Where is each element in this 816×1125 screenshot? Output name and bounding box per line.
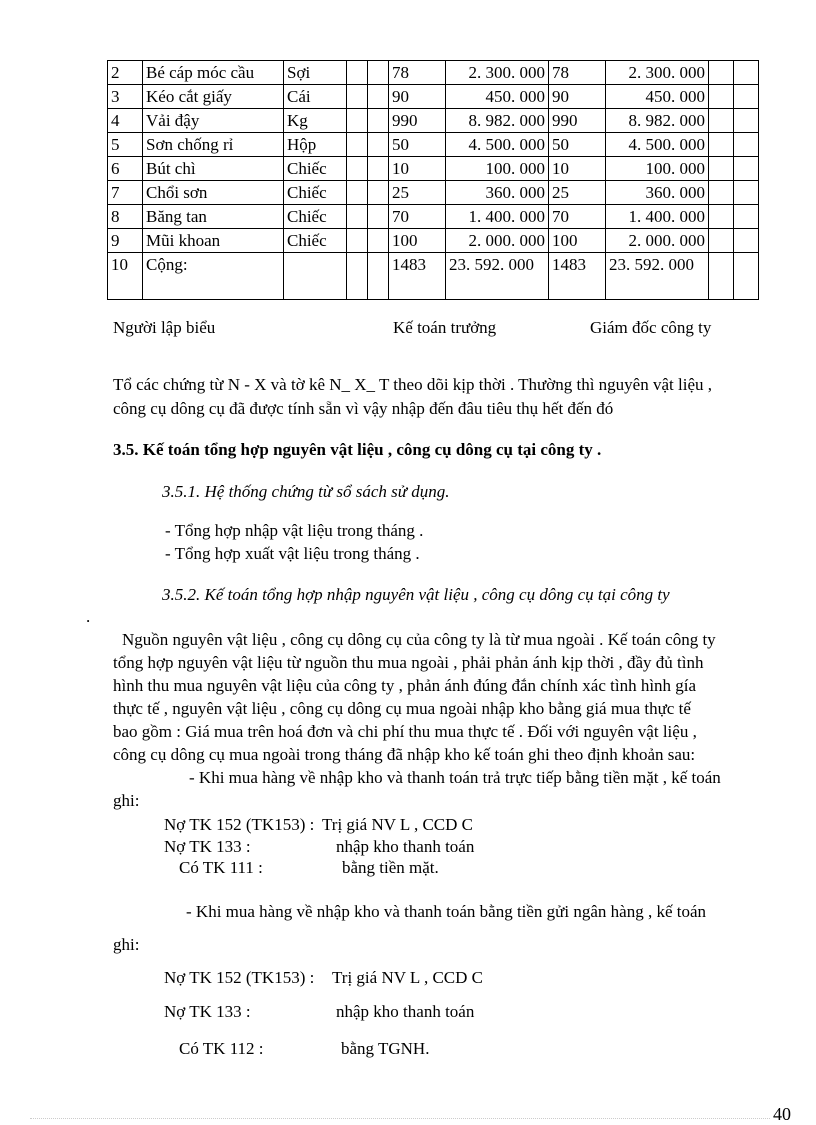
cell-unit: Chiếc bbox=[284, 205, 347, 229]
cell-name: Băng tan bbox=[143, 205, 284, 229]
cell-name: Sơn chống rỉ bbox=[143, 133, 284, 157]
cell-qty2: 78 bbox=[549, 61, 606, 85]
cell-name: Bút chì bbox=[143, 157, 284, 181]
cell-qty1: 70 bbox=[389, 205, 446, 229]
case-1-acct: Có TK 111 : bbox=[179, 858, 263, 877]
cell-unit: Chiếc bbox=[284, 157, 347, 181]
cell-amt1: 360. 000 bbox=[446, 181, 549, 205]
table-row bbox=[108, 229, 759, 253]
body-line: bao gồm : Giá mua trên hoá đơn và chi phí thu mua thực tế . Đối với nguyên vật liệu , bbox=[113, 722, 697, 741]
cell-empty bbox=[368, 157, 389, 181]
cell-amt2: 1. 400. 000 bbox=[606, 205, 709, 229]
case-2-acct: Có TK 112 : bbox=[179, 1039, 264, 1058]
cell-empty bbox=[709, 205, 734, 229]
stray-mark: . bbox=[86, 607, 91, 626]
case-1-acct: Nợ TK 133 : bbox=[164, 837, 251, 856]
cell-name: Bé cáp móc cầu bbox=[143, 61, 284, 85]
materials-table bbox=[107, 60, 759, 300]
cell-no: 3 bbox=[108, 85, 143, 109]
cell-empty bbox=[347, 61, 368, 85]
cell-empty bbox=[368, 133, 389, 157]
cell-qty2: 990 bbox=[549, 109, 606, 133]
list-item: - Tổng hợp xuất vật liệu trong tháng . bbox=[165, 544, 420, 563]
case-1-acct: Nợ TK 152 (TK153) : bbox=[164, 815, 315, 834]
cell-empty bbox=[734, 85, 759, 109]
cell-empty bbox=[709, 109, 734, 133]
cell-empty bbox=[709, 133, 734, 157]
body-line: hình thu mua nguyên vật liệu của công ty , phản ánh đúng đắn chính xác tình hình gía bbox=[113, 676, 697, 695]
case-2-desc: nhập kho thanh toán bbox=[336, 1002, 475, 1021]
case-2-intro: - Khi mua hàng về nhập kho và thanh toán bằng tiền gửi ngân hàng , kế toán bbox=[186, 902, 707, 921]
cell-no: 7 bbox=[108, 181, 143, 205]
cell-name: Vải đậy bbox=[143, 109, 284, 133]
case-1-desc: nhập kho thanh toán bbox=[336, 837, 475, 856]
cell-qty2: 100 bbox=[549, 229, 606, 253]
cell-unit: Sợi bbox=[284, 61, 347, 85]
signature-chief-accountant: Kế toán trưởng bbox=[393, 318, 497, 337]
cell-empty bbox=[347, 157, 368, 181]
cell-unit bbox=[284, 253, 347, 300]
case-2-acct: Nợ TK 133 : bbox=[164, 1002, 251, 1021]
cell-qty2: 1483 bbox=[549, 253, 606, 300]
cell-name: Cộng: bbox=[143, 253, 284, 300]
cell-amt2: 100. 000 bbox=[606, 157, 709, 181]
cell-amt2: 4. 500. 000 bbox=[606, 133, 709, 157]
table-row bbox=[108, 133, 759, 157]
cell-unit: Chiếc bbox=[284, 229, 347, 253]
cell-empty bbox=[347, 181, 368, 205]
subsection-2-heading: 3.5.2. Kế toán tổng hợp nhập nguyên vật liệu , công cụ dông cụ tại công ty bbox=[162, 585, 670, 604]
cell-empty bbox=[709, 253, 734, 300]
case-1-ghi: ghi: bbox=[113, 791, 140, 810]
cell-empty bbox=[368, 85, 389, 109]
cell-empty bbox=[709, 157, 734, 181]
table-row bbox=[108, 253, 759, 300]
cell-qty1: 990 bbox=[389, 109, 446, 133]
cell-amt2: 2. 000. 000 bbox=[606, 229, 709, 253]
body-line: công cụ dông cụ mua ngoài trong tháng đã nhập kho kế toán ghi theo định khoản sau: bbox=[113, 745, 696, 764]
cell-qty2: 90 bbox=[549, 85, 606, 109]
cell-empty bbox=[347, 229, 368, 253]
cell-empty bbox=[709, 229, 734, 253]
cell-qty1: 78 bbox=[389, 61, 446, 85]
cell-empty bbox=[734, 229, 759, 253]
case-2-acct: Nợ TK 152 (TK153) : bbox=[164, 968, 315, 987]
cell-empty bbox=[347, 253, 368, 300]
cell-amt1: 2. 300. 000 bbox=[446, 61, 549, 85]
cell-empty bbox=[368, 229, 389, 253]
body-line: Nguồn nguyên vật liệu , công cụ dông cụ của công ty là từ mua ngoài . Kế toán công ty bbox=[122, 630, 716, 649]
case-1-intro: - Khi mua hàng về nhập kho và thanh toán trả trực tiếp bằng tiền mặt , kế toán bbox=[189, 768, 721, 787]
cell-amt1: 100. 000 bbox=[446, 157, 549, 181]
cell-empty bbox=[368, 181, 389, 205]
cell-no: 6 bbox=[108, 157, 143, 181]
table-row bbox=[108, 109, 759, 133]
cell-no: 10 bbox=[108, 253, 143, 300]
cell-name: Mũi khoan bbox=[143, 229, 284, 253]
intro-line-1: Tổ các chứng từ N - X và tờ kê N_ X_ T theo dõi kịp thời . Thường thì nguyên vật liệu , bbox=[113, 375, 712, 394]
case-2-ghi: ghi: bbox=[113, 935, 140, 954]
cell-empty bbox=[734, 253, 759, 300]
cell-qty2: 10 bbox=[549, 157, 606, 181]
cell-empty bbox=[734, 109, 759, 133]
cell-amt2: 23. 592. 000 bbox=[606, 253, 709, 300]
cell-amt1: 2. 000. 000 bbox=[446, 229, 549, 253]
cell-amt2: 8. 982. 000 bbox=[606, 109, 709, 133]
cell-qty1: 100 bbox=[389, 229, 446, 253]
cell-no: 4 bbox=[108, 109, 143, 133]
case-2-desc: bằng TGNH. bbox=[341, 1039, 430, 1058]
cell-qty1: 1483 bbox=[389, 253, 446, 300]
list-item: - Tổng hợp nhập vật liệu trong tháng . bbox=[165, 521, 424, 540]
intro-line-2: công cụ dông cụ đã được tính sẵn vì vậy nhập đến đâu tiêu thụ hết đến đó bbox=[113, 399, 614, 418]
section-heading: 3.5. Kế toán tổng hợp nguyên vật liệu , công cụ dông cụ tại công ty . bbox=[113, 440, 602, 459]
cell-empty bbox=[368, 253, 389, 300]
cell-empty bbox=[347, 109, 368, 133]
cell-amt1: 1. 400. 000 bbox=[446, 205, 549, 229]
cell-no: 9 bbox=[108, 229, 143, 253]
cell-qty1: 10 bbox=[389, 157, 446, 181]
table-row bbox=[108, 205, 759, 229]
table-row bbox=[108, 181, 759, 205]
cell-unit: Chiếc bbox=[284, 181, 347, 205]
cell-qty1: 50 bbox=[389, 133, 446, 157]
cell-empty bbox=[734, 133, 759, 157]
cell-qty2: 25 bbox=[549, 181, 606, 205]
cell-empty bbox=[347, 85, 368, 109]
cell-empty bbox=[709, 61, 734, 85]
cell-qty2: 70 bbox=[549, 205, 606, 229]
table-row bbox=[108, 61, 759, 85]
cell-empty bbox=[368, 61, 389, 85]
table-row bbox=[108, 157, 759, 181]
cell-empty bbox=[734, 205, 759, 229]
cell-unit: Kg bbox=[284, 109, 347, 133]
cell-empty bbox=[709, 85, 734, 109]
cell-empty bbox=[368, 109, 389, 133]
cell-empty bbox=[734, 181, 759, 205]
cell-empty bbox=[734, 157, 759, 181]
cell-no: 2 bbox=[108, 61, 143, 85]
cell-name: Kéo cắt giấy bbox=[143, 85, 284, 109]
cell-empty bbox=[347, 133, 368, 157]
cell-empty bbox=[368, 205, 389, 229]
cell-qty1: 25 bbox=[389, 181, 446, 205]
cell-empty bbox=[734, 61, 759, 85]
cell-qty2: 50 bbox=[549, 133, 606, 157]
case-1-desc: bằng tiền mặt. bbox=[342, 858, 439, 877]
cell-amt2: 360. 000 bbox=[606, 181, 709, 205]
cell-qty1: 90 bbox=[389, 85, 446, 109]
body-line: tổng hợp nguyên vật liệu từ nguồn thu mua ngoài , phải phản ánh kịp thời , đầy đủ tình bbox=[113, 653, 704, 672]
signature-preparer: Người lập biểu bbox=[113, 318, 216, 337]
body-line: thực tế , nguyên vật liệu , công cụ dông cụ mua ngoài nhập kho bằng giá mua thực tế bbox=[113, 699, 691, 718]
cell-empty bbox=[709, 181, 734, 205]
footer-divider bbox=[30, 1118, 770, 1119]
cell-amt1: 23. 592. 000 bbox=[446, 253, 549, 300]
page-number: 40 bbox=[773, 1104, 791, 1124]
cell-amt2: 450. 000 bbox=[606, 85, 709, 109]
cell-unit: Hộp bbox=[284, 133, 347, 157]
case-1-desc: Trị giá NV L , CCD C bbox=[322, 815, 473, 834]
cell-no: 8 bbox=[108, 205, 143, 229]
case-2-desc: Trị giá NV L , CCD C bbox=[332, 968, 483, 987]
cell-name: Chổi sơn bbox=[143, 181, 284, 205]
table-row bbox=[108, 85, 759, 109]
cell-unit: Cái bbox=[284, 85, 347, 109]
cell-empty bbox=[347, 205, 368, 229]
cell-amt1: 450. 000 bbox=[446, 85, 549, 109]
cell-amt1: 8. 982. 000 bbox=[446, 109, 549, 133]
cell-no: 5 bbox=[108, 133, 143, 157]
subsection-1-heading: 3.5.1. Hệ thống chứng từ sổ sách sử dụng. bbox=[162, 482, 450, 501]
signature-director: Giám đốc công ty bbox=[590, 318, 712, 337]
cell-amt2: 2. 300. 000 bbox=[606, 61, 709, 85]
cell-amt1: 4. 500. 000 bbox=[446, 133, 549, 157]
